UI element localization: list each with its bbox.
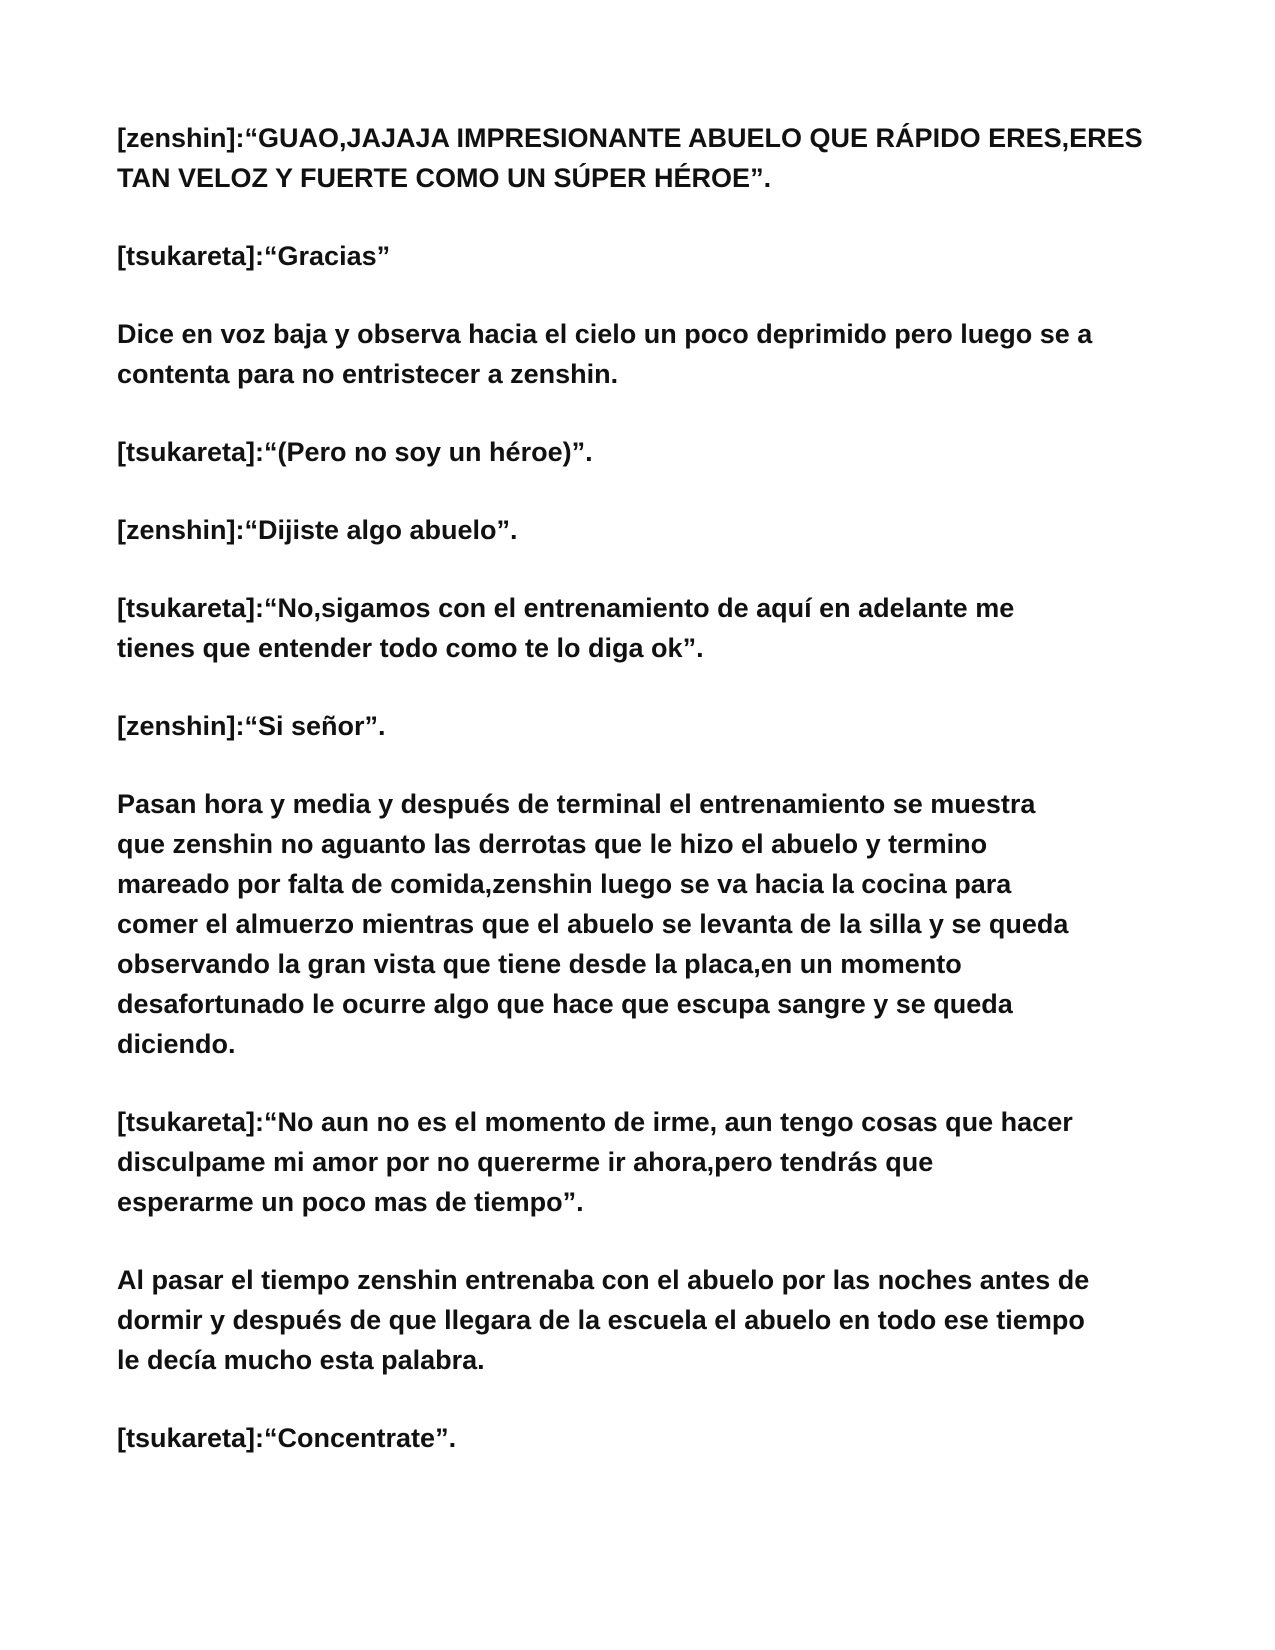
dialogue-tsukareta-heroe: [tsukareta]:“(Pero no soy un héroe)”. xyxy=(117,437,593,467)
narration-hora-y-media: Pasan hora y media y después de terminal el entrenamiento se muestra que zenshin no aguanto las derrotas que le hizo el abuelo y termino mareado por falta de comida,zenshin luego se va hacia la cocina para comer el almuerzo mientras que el abuelo se levanta de la silla y se queda observando la gran vista que tiene desde la placa,en un momento desafortunado le ocurre algo que hace que escupa sangre y se queda diciendo. xyxy=(117,789,1069,1059)
document-body xyxy=(117,118,1157,1496)
narration-al-pasar-el-tiempo: Al pasar el tiempo zenshin entrenaba con el abuelo por las noches antes de dormir y después de que llegara de la escuela el abuelo en todo ese tiempo le decía mucho esta palabra. xyxy=(117,1265,1090,1375)
dialogue-tsukareta-sigamos: [tsukareta]:“No,sigamos con el entrenamiento de aquí en adelante me tienes que entender todo como te lo diga ok”. xyxy=(117,593,1015,663)
dialogue-tsukareta-no-aun: [tsukareta]:“No aun no es el momento de irme, aun tengo cosas que hacer disculpame mi amor por no quererme ir ahora,pero tendrás que esperarme un poco mas de tiempo”. xyxy=(117,1107,1073,1217)
dialogue-tsukareta-concentrate: [tsukareta]:“Concentrate”. xyxy=(117,1423,457,1453)
dialogue-zenshin-dijiste: [zenshin]:“Dijiste algo abuelo”. xyxy=(117,515,518,545)
dialogue-zenshin-guao: [zenshin]:“GUAO,JAJAJA IMPRESIONANTE ABUELO QUE RÁPIDO ERES,ERES TAN VELOZ Y FUERTE COMO UN SÚPER HÉROE”. xyxy=(117,123,1143,193)
narration-voz-baja: Dice en voz baja y observa hacia el cielo un poco deprimido pero luego se a contenta para no entristecer a zenshin. xyxy=(117,319,1093,389)
dialogue-tsukareta-gracias: [tsukareta]:“Gracias” xyxy=(117,241,391,271)
dialogue-zenshin-si-senor: [zenshin]:“Si señor”. xyxy=(117,711,386,741)
